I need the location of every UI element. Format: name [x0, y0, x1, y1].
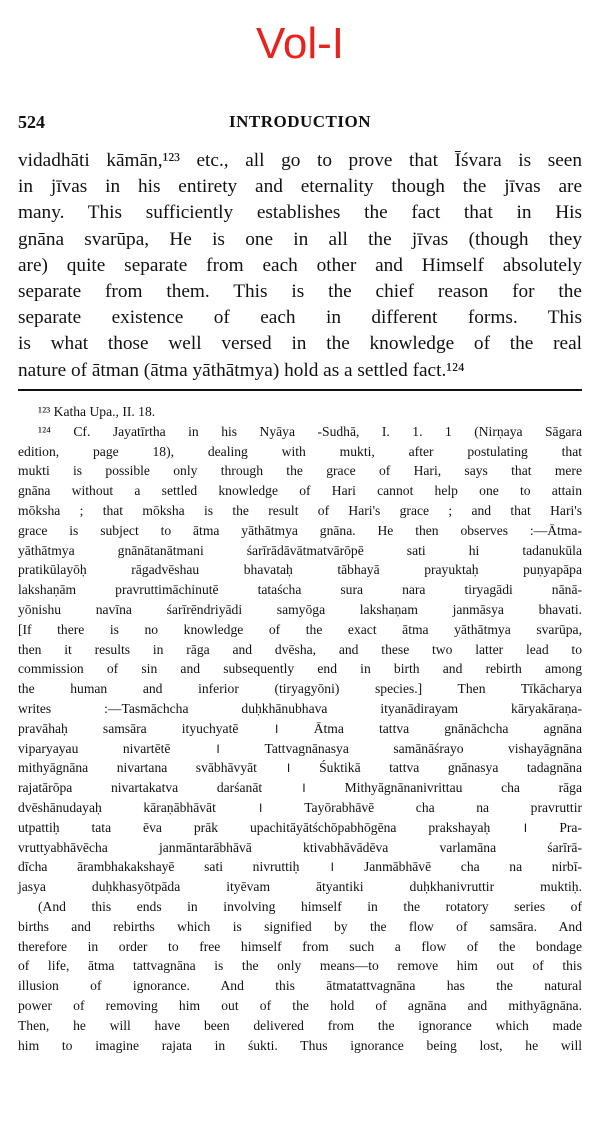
footnote-line: jasya duḥkhasyōtpāda ityēvam ātyantiki duḥkhanivruttir muktiḥ.: [18, 879, 582, 895]
footnote-line: grace is subject to ātma yāthātmya gnāna. He then observes :—Ātma-: [18, 522, 582, 538]
body-line: is what those well versed in the knowledge of the real: [18, 333, 582, 355]
body-line: in jīvas in his entirety and eternality though the jīvas are: [18, 176, 582, 198]
footnote-line: vruttyabhāvēcha janmāntarābhāvā ktivabhāvādēva varlamāna śarīrā-: [18, 839, 582, 855]
footnote-line: ¹²³ Katha Upa., II. 18.: [38, 404, 156, 419]
footnote-line: mōksha ; that mōksha is the result of Hari's grace ; and that Hari's: [18, 502, 582, 518]
body-paragraph: [18, 148, 582, 384]
footnote-line: viparyayau nivartētē । Tattvagnānasya samānāśrayo vishayāgnāna: [18, 740, 582, 756]
footnote-line: of life, ātma tattvagnāna is the only means—to remove him out of this: [18, 958, 582, 974]
footnote-line: then it results in rāga and dvēsha, and these two latter lead to: [18, 641, 582, 657]
footnote-line: lakshaṇām pravruttimāchinutē tataścha sura nara tiryagādi nānā-: [18, 582, 582, 598]
body-line: many. This sufficiently establishes the fact that in His: [18, 202, 582, 224]
footnote-line: illusion of ignorance. And this ātmatattvagnāna has the natural: [18, 978, 582, 994]
footnote-line: ¹²⁴ Cf. Jayatīrtha in his Nyāya -Sudhā, I. 1. 1 (Nirṇaya Sāgara: [38, 423, 582, 439]
footnotes: [18, 402, 582, 1055]
footnote-line: writes :—Tasmāchcha duḥkhānubhava ityanādirayam kāryakāraṇa-: [18, 700, 582, 716]
footnote-line: (And this ends in involving himself in the rotatory series of: [38, 898, 582, 914]
body-line: gnāna svarūpa, He is one in all the jīvas (though they: [18, 228, 582, 250]
body-line: separate existence of each in different forms. This: [18, 307, 582, 329]
footnote-line: dīcha ārambhakakshayē sati nivruttiḥ । Janmābhāvē cha na nirbī-: [18, 859, 582, 875]
footnote-separator: [18, 389, 582, 391]
volume-label: Vol-I: [255, 19, 345, 68]
running-head: INTRODUCTION: [228, 112, 372, 131]
page-header: [18, 112, 582, 136]
page-number: 524: [18, 112, 45, 132]
body-line: nature of ātman (ātma yāthātmya) hold as a settled fact.¹²⁴: [18, 359, 465, 381]
footnote-line: [If there is no knowledge of the exact ātma yāthātmya svarūpa,: [18, 621, 582, 637]
footnote-line: dvēshānudayaḥ kāraṇābhāvāt । Tayōrabhāvē cha na pravruttir: [18, 799, 582, 815]
body-line: separate from them. This is the chief reason for the: [18, 280, 582, 302]
body-line: are) quite separate from each other and Himself absolutely: [18, 254, 582, 276]
body-line: vidadhāti kāmān,¹²³ etc., all go to prove that Īśvara is seen: [18, 150, 582, 171]
footnote-line: the human and inferior (tiryagyōni) species.] Then Tīkācharya: [18, 681, 582, 697]
footnote-line: Then, he will have been delivered from the ignorance which made: [18, 1017, 582, 1033]
footnote-line: utpattiḥ tata ēva prāk upachitāyātśchōpabhōgēna prakshayaḥ । Pra-: [18, 819, 582, 835]
footnote-line: pratikūlayōḥ rāgadvēshau bhavataḥ tābhayā prayuktaḥ puṇyapāpa: [18, 562, 582, 578]
footnote-line: rajatārōpa nivartakatva darśanāt । Mithyāgnānanivrittau cha rāga: [18, 780, 582, 796]
footnote-line: yōnishu navīna śarīrēndriyādi samyōga lakshaṇam janmāsya bhavati.: [18, 601, 582, 617]
footnote-line: mukti is possible only through the grace of Hari, says that mere: [18, 463, 582, 479]
footnote-line: edition, page 18), dealing with mukti, after postulating that: [18, 443, 582, 459]
footnote-line: gnāna without a settled knowledge of Hari cannot help one to attain: [18, 483, 582, 499]
footnote-line: him to imagine rajata in śukti. Thus ignorance being lost, he will: [18, 1037, 582, 1053]
footnote-line: commission of sin and subsequently end in birth and rebirth among: [18, 661, 582, 677]
footnote-line: yāthātmya gnānātanātmani śarīrādāvātmatvārōpē sati hi tadanukūla: [18, 542, 582, 558]
footnote-line: mithyāgnāna nivartana svābhāvyāt । Śuktikā tattva gnānasya tadagnāna: [18, 760, 582, 776]
footnote-line: therefore in order to free himself from such a flow of the bondage: [18, 938, 582, 954]
footnote-line: pravāhaḥ samsāra ityuchyatē । Ātma tattva gnānāchcha agnāna: [18, 720, 582, 736]
footnote-line: power of removing him out of the hold of agnāna and mithyāgnāna.: [18, 997, 582, 1013]
footnote-line: births and rebirths which is signified by the flow of samsāra. And: [18, 918, 582, 934]
